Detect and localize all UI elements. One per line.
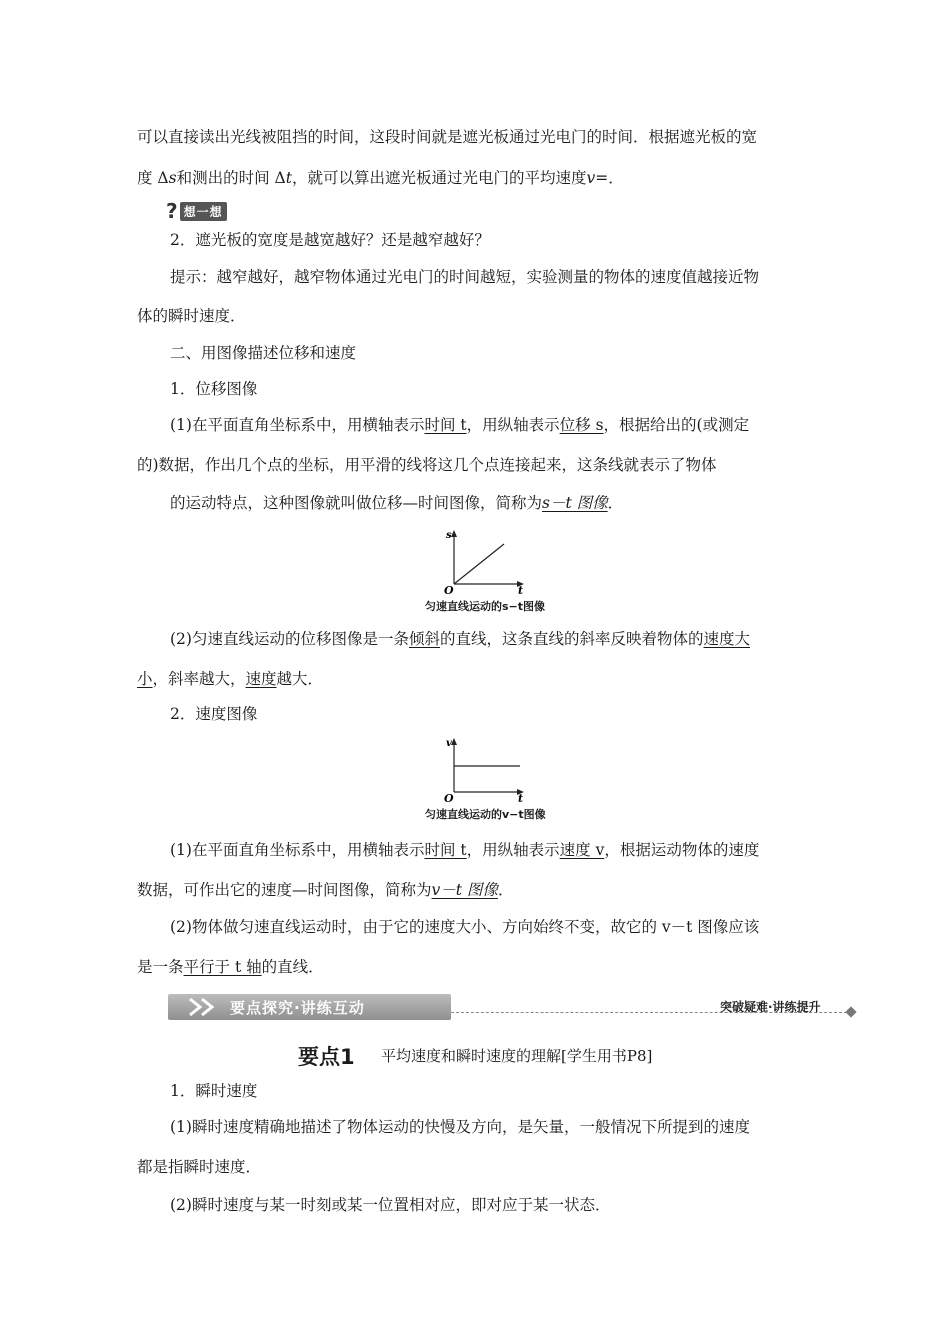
para-1-line-3: 的运动特点，这种图像就叫做位移—时间图像，简称为s－t 图像． (170, 494, 624, 512)
para-4-line-1: (2)物体做匀速直线运动时，由于它的速度大小、方向始终不变，故它的 v－t 图像应该 (170, 918, 760, 936)
question-mark-icon: ? (166, 199, 178, 223)
keypoint-para-1-line-1: (1)瞬时速度精确地描述了物体运动的快慢及方向，是矢量，一般情况下所提到的速度 (170, 1118, 750, 1136)
para-3-line-2: 数据，可作出它的速度—时间图像，简称为v－t 图像． (137, 881, 514, 899)
st-x-label: t (518, 584, 524, 596)
st-y-label: s (446, 530, 452, 541)
vt-origin: O (444, 792, 454, 804)
vt-graph-caption: 匀速直线运动的v−t图像 (425, 808, 546, 821)
st-graph-caption: 匀速直线运动的s−t图像 (425, 600, 546, 613)
para-1-line-2: 的)数据，作出几个点的坐标，用平滑的线将这几个点连接起来，这条线就表示了物体 (137, 456, 717, 474)
think-badge (166, 201, 227, 221)
keypoint-para-2: (2)瞬时速度与某一时刻或某一位置相对应，即对应于某一状态． (170, 1196, 611, 1214)
think-label: 想一想 (180, 202, 227, 221)
st-origin: O (444, 584, 454, 596)
section-heading: 二、用图像描述位移和速度 (170, 344, 357, 362)
double-chevron-icon (186, 997, 226, 1017)
think-answer-1: 提示：越窄越好，越窄物体通过光电门的时间越短，实验测量的物体的速度值越接近物 (170, 268, 760, 286)
keypoint-sub-1: 1．瞬时速度 (170, 1082, 258, 1100)
y-axis-arrow (451, 738, 457, 745)
vt-x-label: t (518, 792, 524, 804)
para-4-line-2: 是一条平行于 t 轴的直线． (137, 958, 324, 976)
keypoint-title: 要点1 (298, 1045, 355, 1069)
think-question: 2．遮光板的宽度是越宽越好？还是越窄越好？ (170, 231, 490, 249)
subheading-velocity: 2．速度图像 (170, 705, 258, 723)
intro-line-1: 可以直接读出光线被阻挡的时间，这段时间就是遮光板通过光电门的时间．根据遮光板的宽 (137, 128, 758, 146)
para-1-line-1: (1)在平面直角坐标系中，用横轴表示时间 t，用纵轴表示位移 s，根据给出的(或测定 (170, 416, 750, 434)
banner-title: 要点探究·讲练互动 (230, 999, 365, 1017)
st-graph (430, 526, 530, 596)
banner-diamond (845, 1006, 856, 1017)
section-banner (168, 994, 858, 1022)
para-2-line-1: (2)匀速直线运动的位移图像是一条倾斜的直线，这条直线的斜率反映着物体的速度大 (170, 630, 751, 648)
vt-y-label: v (446, 738, 452, 749)
para-2-line-2: 小，斜率越大，速度越大． (137, 670, 324, 688)
intro-line-2: 度 Δs和测出的时间 Δt，就可以算出遮光板通过光电门的平均速度v=． (137, 169, 624, 187)
vt-graph (430, 734, 530, 804)
banner-right-label: 突破疑难·讲练提升 (720, 1000, 821, 1014)
y-axis-arrow (451, 530, 457, 537)
para-3-line-1: (1)在平面直角坐标系中，用横轴表示时间 t，用纵轴表示速度 v，根据运动物体的速度 (170, 841, 760, 859)
subheading-displacement: 1．位移图像 (170, 380, 258, 398)
keypoint-text: 平均速度和瞬时速度的理解[学生用书P8] (381, 1047, 653, 1065)
think-answer-2: 体的瞬时速度． (137, 307, 246, 325)
st-line (454, 544, 504, 584)
banner-bar (168, 994, 451, 1020)
keypoint-para-1-line-2: 都是指瞬时速度． (137, 1158, 262, 1176)
